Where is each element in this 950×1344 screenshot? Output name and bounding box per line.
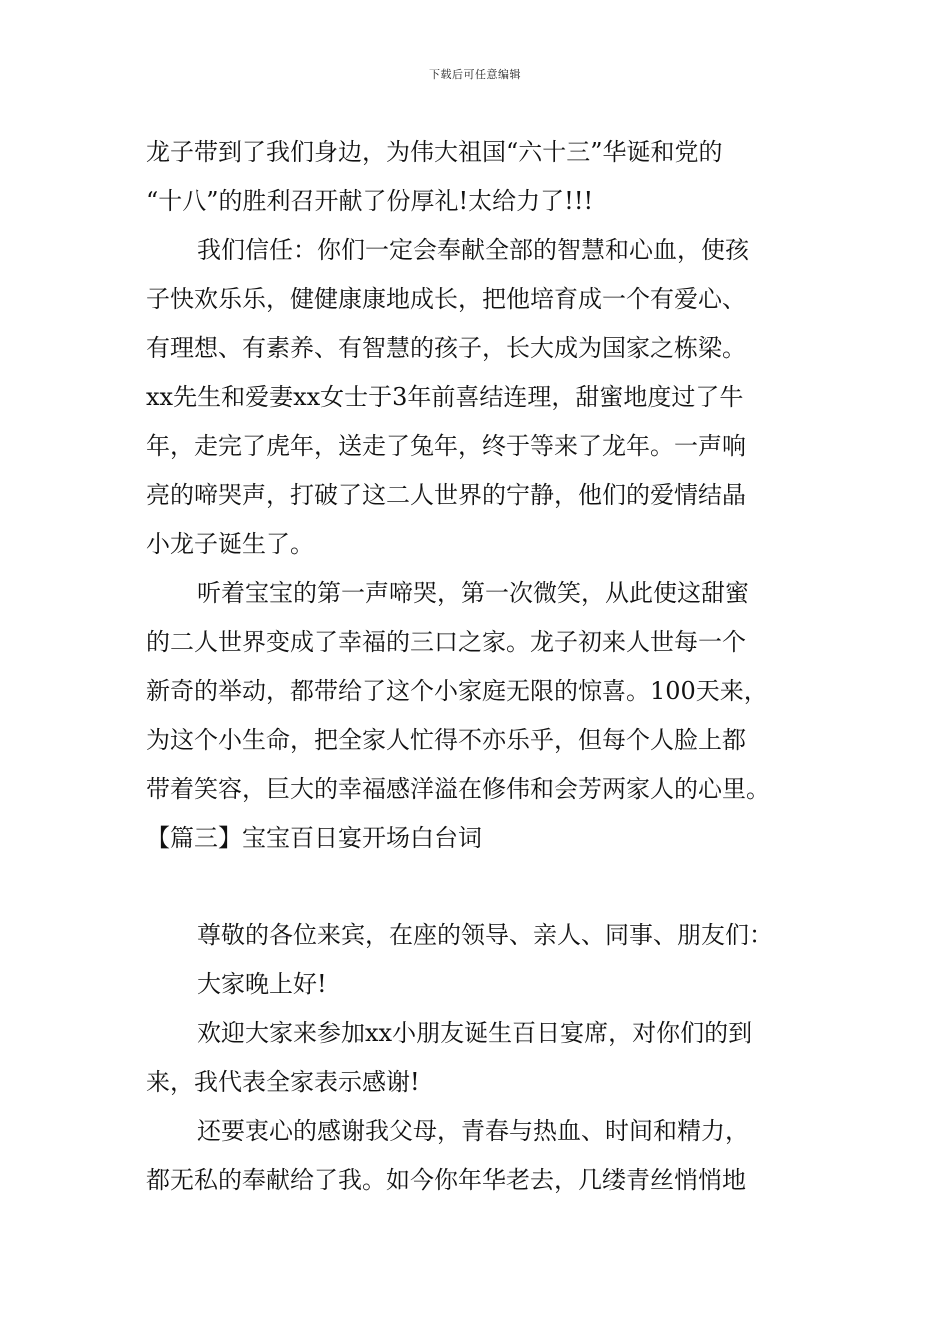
- paragraph-line: 的二人世界变成了幸福的三口之家。龙子初来人世每一个: [146, 628, 746, 656]
- paragraph-line: 还要衷心的感谢我父母，青春与热血、时间和精力，: [197, 1117, 749, 1145]
- paragraph-line: 听着宝宝的第一声啼哭，第一次微笑，从此使这甜蜜: [197, 579, 749, 607]
- paragraph-line: 为这个小生命，把全家人忙得不亦乐乎，但每个人脸上都: [146, 726, 746, 754]
- paragraph-line: 欢迎大家来参加xx小朋友诞生百日宴席，对你们的到: [197, 1019, 753, 1047]
- paragraph-line: 龙子带到了我们身边，为伟大祖国“六十三”华诞和党的: [146, 138, 723, 166]
- paragraph-line: “十八”的胜利召开献了份厚礼!太给力了!!!: [146, 187, 594, 215]
- paragraph-line: 我们信任：你们一定会奉献全部的智慧和心血，使孩: [197, 236, 749, 264]
- page-header-note: 下载后可任意编辑: [429, 68, 521, 81]
- paragraph-line: 尊敬的各位来宾，在座的领导、亲人、同事、朋友们：: [197, 921, 773, 949]
- blank-gap: [146, 863, 816, 911]
- paragraph-line: 小龙子诞生了。: [146, 530, 314, 558]
- paragraph-line: 都无私的奉献给了我。如今你年华老去，几缕青丝悄悄地: [146, 1166, 746, 1194]
- paragraph-line: 大家晚上好!: [197, 970, 327, 998]
- paragraph-line: 有理想、有素养、有智慧的孩子，长大成为国家之栋梁。: [146, 334, 746, 362]
- document-body: [146, 128, 816, 1205]
- paragraph-line: 带着笑容，巨大的幸福感洋溢在修伟和会芳两家人的心里。: [146, 775, 770, 803]
- paragraph-line: xx先生和爱妻xx女士于3年前喜结连理，甜蜜地度过了牛: [146, 383, 744, 411]
- section-heading: 【篇三】宝宝百日宴开场白台词: [146, 824, 482, 852]
- paragraph-line: 来，我代表全家表示感谢!: [146, 1068, 420, 1096]
- paragraph-line: 新奇的举动，都带给了这个小家庭无限的惊喜。100天来，: [146, 677, 768, 705]
- paragraph-line: 年，走完了虎年，送走了兔年，终于等来了龙年。一声响: [146, 432, 746, 460]
- paragraph-line: 子快欢乐乐，健健康康地成长，把他培育成一个有爱心、: [146, 285, 746, 313]
- paragraph-line: 亮的啼哭声，打破了这二人世界的宁静，他们的爱情结晶: [146, 481, 746, 509]
